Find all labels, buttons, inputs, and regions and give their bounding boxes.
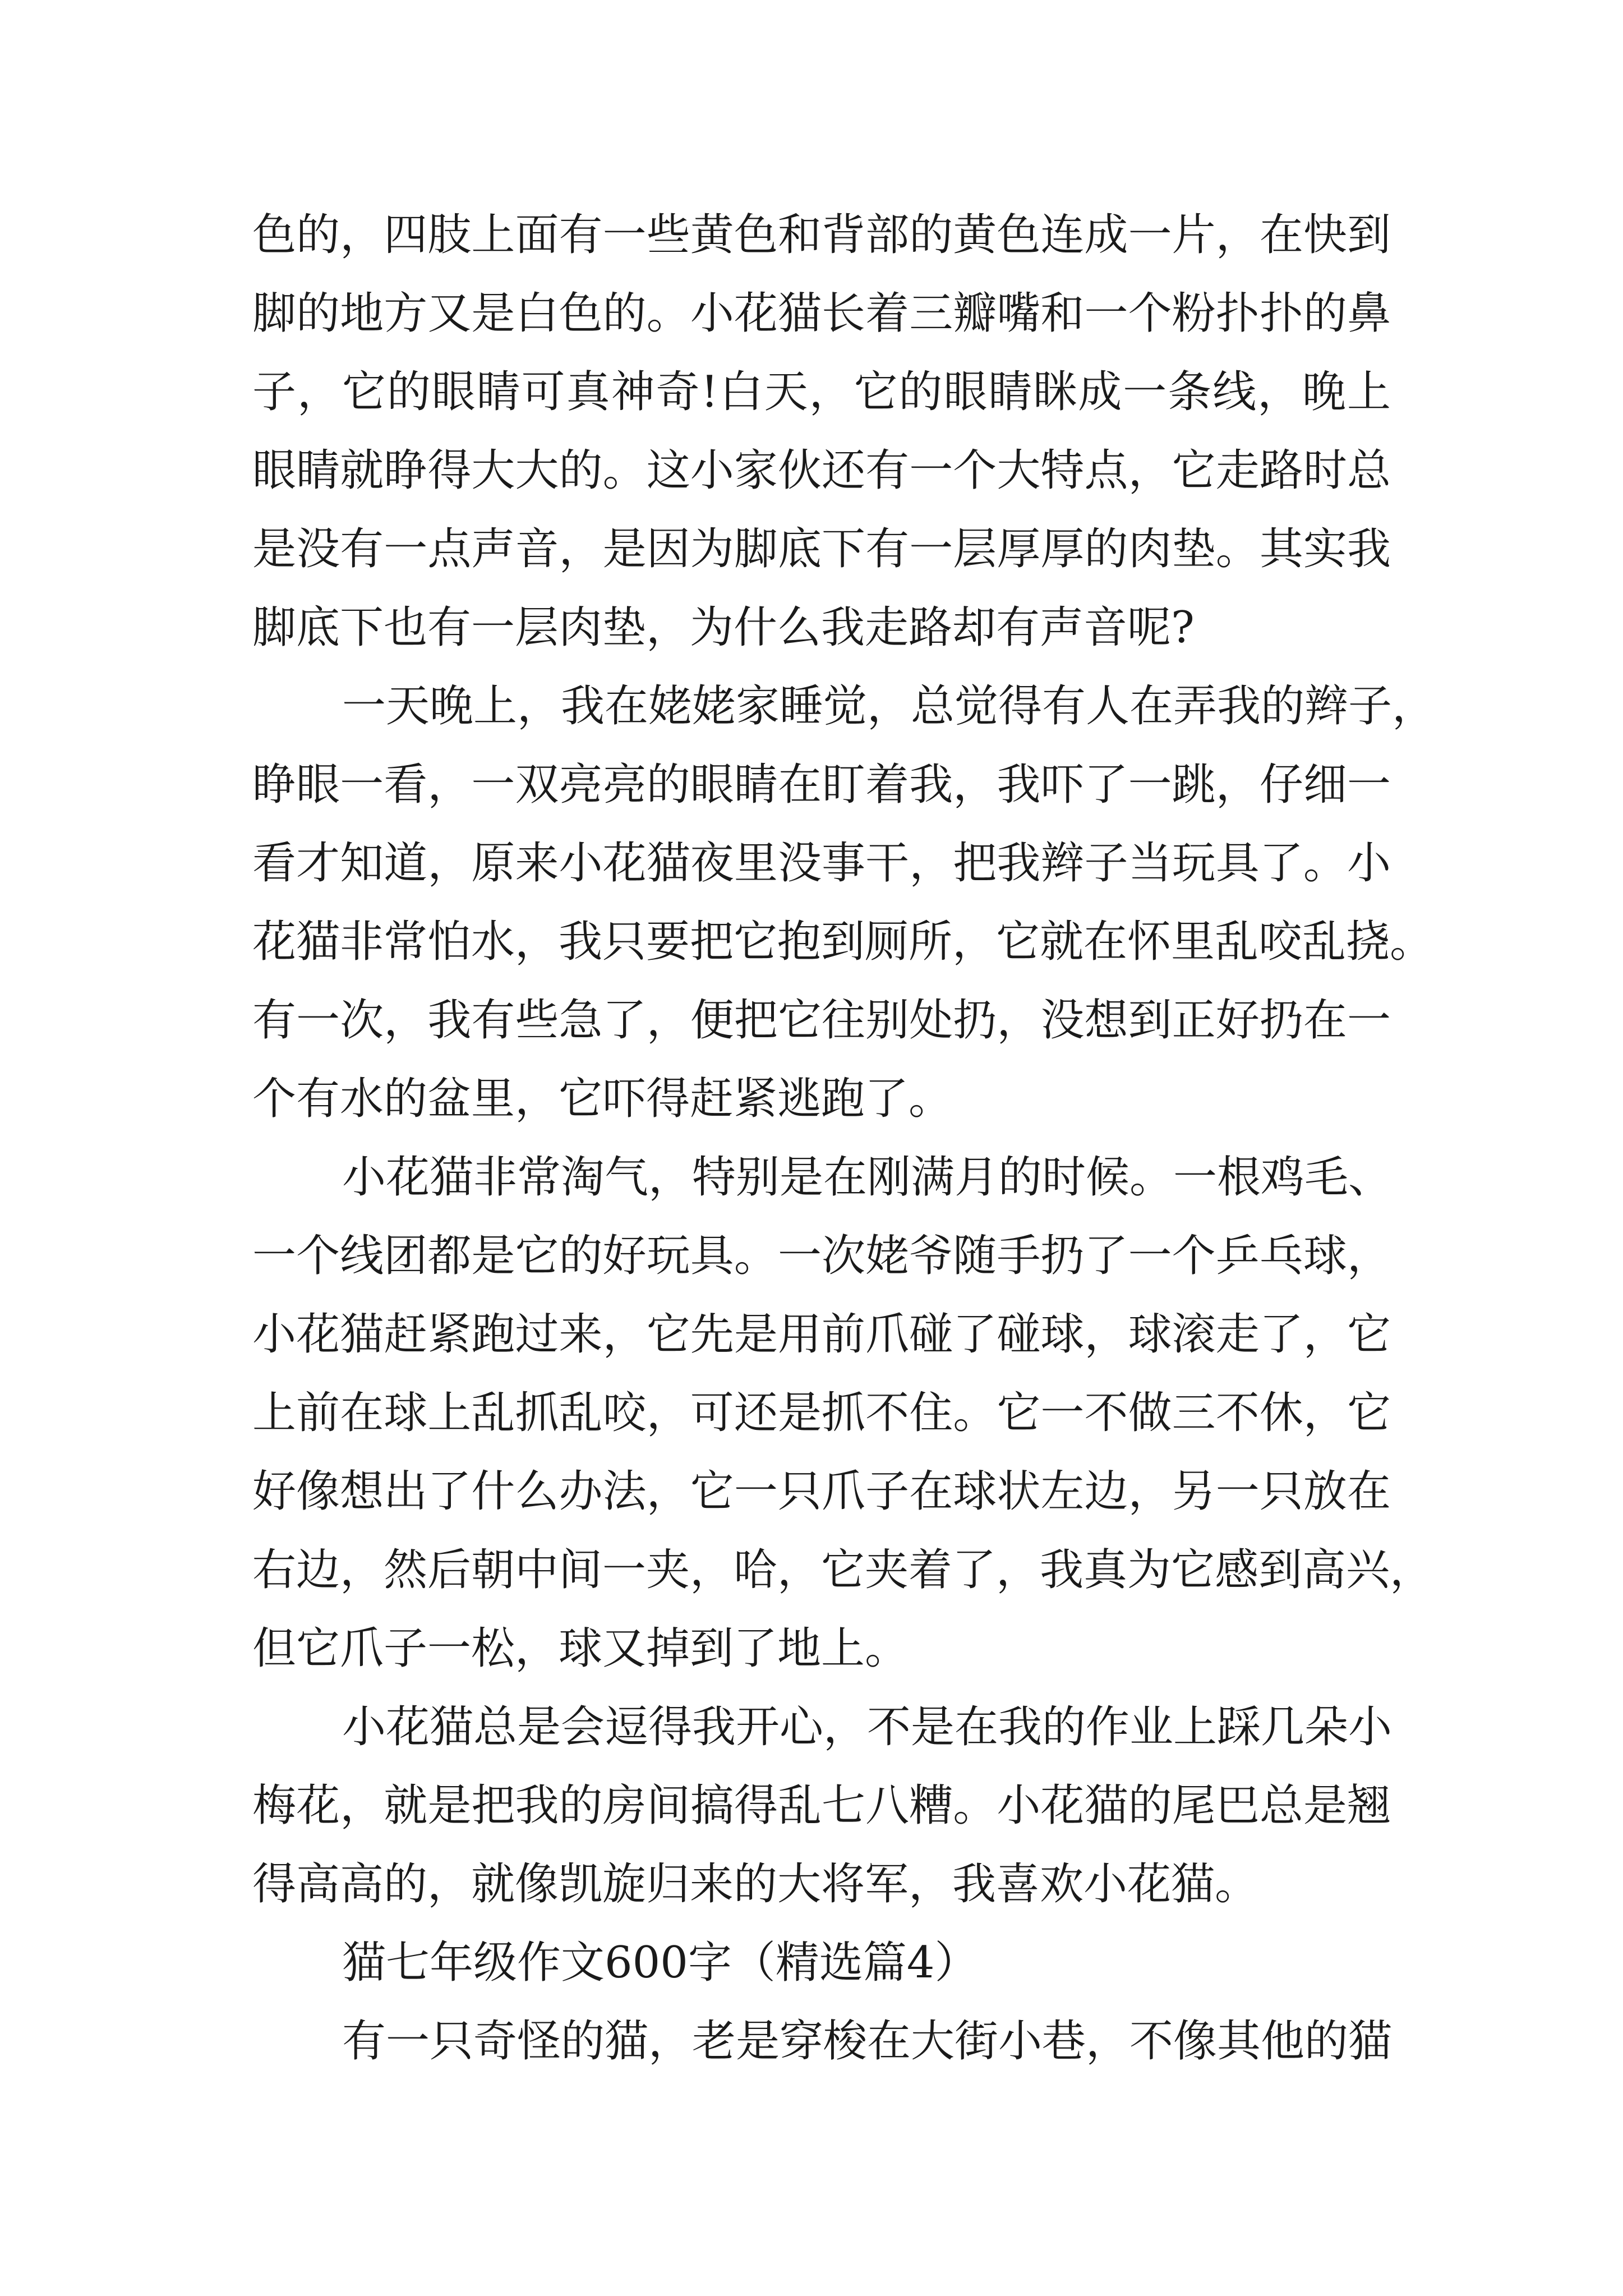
text-line: 右边，然后朝中间一夹，哈，它夹着了，我真为它感到高兴， xyxy=(252,1545,1434,1595)
text-line: 上前在球上乱抓乱咬，可还是抓不住。它一不做三不休，它 xyxy=(252,1388,1391,1438)
text-line: 一个线团都是它的好玩具。一次姥爷随手扔了一个乒乓球， xyxy=(252,1231,1391,1281)
text-line: 得高高的，就像凯旋归来的大将军，我喜欢小花猫。 xyxy=(252,1859,1259,1910)
text-line: 睁眼一看，一双亮亮的眼睛在盯着我，我吓了一跳，仔细一 xyxy=(252,760,1391,810)
text-line: 眼睛就睁得大大的。这小家伙还有一个大特点，它走路时总 xyxy=(252,445,1391,496)
text-line: 梅花，就是把我的房间搞得乱七八糟。小花猫的尾巴总是翘 xyxy=(252,1780,1391,1831)
text-line: 但它爪子一松，球又掉到了地上。 xyxy=(252,1623,909,1674)
section-heading: 猫七年级作文600字（精选篇4） xyxy=(342,1938,979,1988)
text-line: 是没有一点声音，是因为脚底下有一层厚厚的肉垫。其实我 xyxy=(252,524,1391,574)
text-line: 花猫非常怕水，我只要把它抱到厕所，它就在怀里乱咬乱挠。 xyxy=(252,917,1434,967)
text-line: 看才知道，原来小花猫夜里没事干，把我辫子当玩具了。小 xyxy=(252,838,1391,889)
text-line: 子，它的眼睛可真神奇!白天，它的眼睛眯成一条线，晚上 xyxy=(252,367,1391,417)
text-line: 有一次，我有些急了，便把它往别处扔，没想到正好扔在一 xyxy=(252,995,1391,1046)
text-line: 个有水的盆里，它吓得赶紧逃跑了。 xyxy=(252,1074,953,1124)
text-line: 好像想出了什么办法，它一只爪子在球状左边，另一只放在 xyxy=(252,1466,1391,1517)
paragraph-first-line: 一天晚上，我在姥姥家睡觉，总觉得有人在弄我的辫子， xyxy=(342,681,1436,731)
text-line: 脚底下也有一层肉垫，为什么我走路却有声音呢? xyxy=(252,602,1195,653)
text-line: 色的，四肢上面有一些黄色和背部的黄色连成一片，在快到 xyxy=(252,210,1391,260)
paragraph-first-line: 小花猫非常淘气，特别是在刚满月的时候。一根鸡毛、 xyxy=(342,1152,1393,1203)
paragraph-first-line: 小花猫总是会逗得我开心，不是在我的作业上踩几朵小 xyxy=(342,1702,1393,1752)
paragraph-first-line: 有一只奇怪的猫，老是穿梭在大街小巷，不像其他的猫 xyxy=(342,2016,1393,2067)
text-line: 小花猫赶紧跑过来，它先是用前爪碰了碰球，球滚走了，它 xyxy=(252,1309,1391,1360)
text-line: 脚的地方又是白色的。小花猫长着三瓣嘴和一个粉扑扑的鼻 xyxy=(252,288,1391,339)
